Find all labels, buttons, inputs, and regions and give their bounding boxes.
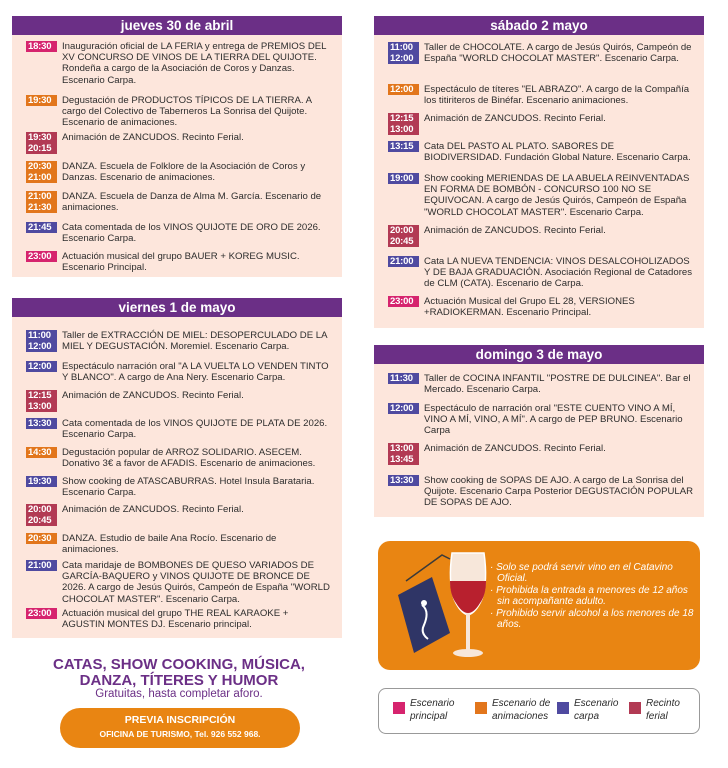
legend-swatch <box>475 702 487 714</box>
event-row <box>388 141 694 163</box>
event-times <box>26 447 57 458</box>
event-description: Show cooking de SOPAS DE AJO. A cargo de La Sonrisa del Quijote. Escenario Carpa Posterior DEGUSTACIÓN POPULAR DE SOPAS DE AJO. <box>424 475 694 509</box>
event-row <box>26 608 332 630</box>
event-time: 12:00 <box>388 403 419 414</box>
event-row <box>26 533 332 555</box>
event-time: 19:30 <box>26 476 57 487</box>
event-time: 12:00 <box>26 341 57 352</box>
event-description: DANZA. Escuela de Danza de Alma M. García. Escenario de animaciones. <box>62 191 322 214</box>
event-time: 21:00 <box>26 560 57 571</box>
event-row <box>26 251 332 273</box>
wine-glass-icon <box>384 541 504 670</box>
event-times <box>26 132 57 154</box>
event-description: Espectáculo de títeres "EL ABRAZO". A cargo de la Compañía los titiriteros de Binéfar. Escenario animaciones. <box>424 84 690 107</box>
day-panel-viernes <box>12 298 342 638</box>
event-description: Taller de COCINA INFANTIL "POSTRE DE DULCINEA". Bar el Mercado. Escenario Carpa. <box>424 373 691 396</box>
event-description: Animación de ZANCUDOS. Recinto Ferial. <box>62 504 244 515</box>
event-time: 20:15 <box>26 143 57 154</box>
event-description: Animación de ZANCUDOS. Recinto Ferial. <box>62 390 244 401</box>
event-row <box>26 447 332 469</box>
event-row <box>26 132 332 154</box>
event-times <box>26 330 57 352</box>
wine-notes <box>490 563 695 632</box>
promo-title-line1: CATAS, SHOW COOKING, MÚSICA, <box>53 656 305 673</box>
event-row <box>26 191 332 213</box>
promo-subtitle: Gratuitas, hasta completar aforo. <box>95 688 263 700</box>
registration-info: OFICINA DE TURISMO, Tel. 926 552 968. <box>99 729 261 739</box>
event-time: 13:30 <box>26 418 57 429</box>
event-time: 12:15 <box>26 390 57 401</box>
event-description: Degustación popular de ARROZ SOLIDARIO. ASECEM. Donativo 3€ a favor de AFADIS. Escenario de animaciones. <box>62 447 316 470</box>
event-times <box>388 296 419 307</box>
event-description: Cata comentada de los VINOS QUIJOTE DE ORO DE 2026. Escenario Carpa. <box>62 222 321 245</box>
event-time: 13:00 <box>388 124 419 135</box>
event-times <box>26 191 57 213</box>
event-description: Cata comentada de los VINOS QUIJOTE DE PLATA DE 2026. Escenario Carpa. <box>62 418 328 441</box>
event-time: 13:00 <box>388 443 419 454</box>
day-panel-domingo <box>374 345 704 517</box>
wine-note: · Prohibido servir alcohol a los menores de 18 años. <box>490 608 694 630</box>
event-description: Actuación musical del grupo BAUER + KOREG MUSIC. Escenario Principal. <box>62 251 300 274</box>
legend-swatch <box>557 702 569 714</box>
event-time: 19:30 <box>26 95 57 106</box>
event-row <box>388 475 694 509</box>
event-times <box>388 403 419 414</box>
event-row <box>26 41 332 86</box>
wine-note: · Solo se podrá servir vino en el Catavino Oficial. <box>490 562 673 584</box>
event-time: 21:45 <box>26 222 57 233</box>
event-time: 21:00 <box>26 191 57 202</box>
event-times <box>26 41 57 52</box>
event-description: Espectáculo de narración oral "ESTE CUENTO VINO A MÍ, VINO A MÍ, VINO, A MÍ". A cargo de PEP BRUNO. Escenario Carpa <box>424 403 683 437</box>
event-description: Espectáculo narración oral "A LA VUELTA LO VENDEN TINTO Y BLANCO". A cargo de Ana Nery. Escenario Carpa. <box>62 361 329 384</box>
event-row <box>26 418 332 440</box>
event-description: Actuación Musical del Grupo EL 28, VERSIONES +RADIOKERMAN. Escenario Principal. <box>424 296 635 319</box>
event-time: 13:45 <box>388 454 419 465</box>
event-time: 21:00 <box>26 172 57 183</box>
event-row <box>26 330 332 352</box>
event-time: 12:00 <box>388 53 419 64</box>
legend-item-principal: Escenario principal <box>393 697 454 723</box>
event-times <box>26 476 57 487</box>
event-time: 19:00 <box>388 173 419 184</box>
event-times <box>388 373 419 384</box>
event-time: 18:30 <box>26 41 57 52</box>
event-times <box>388 42 419 64</box>
legend-item-animaciones: Escenario de animaciones <box>475 697 550 723</box>
event-times <box>26 251 57 262</box>
event-times <box>388 475 419 486</box>
legend-swatch <box>629 702 641 714</box>
event-time: 20:30 <box>26 161 57 172</box>
event-time: 11:30 <box>388 373 419 384</box>
event-description: Inauguración oficial de LA FERIA y entrega de PREMIOS DEL XV CONCURSO DE VINOS DE LA TIERRA DEL QUIJOTE. Rondeña a cargo de la Asociación de Coros y Danzas. Escenario Carpa. <box>62 41 327 86</box>
venue-legend <box>378 688 700 734</box>
event-times <box>388 141 419 152</box>
event-row <box>388 373 694 395</box>
event-row <box>388 403 694 437</box>
promo-title-line2: DANZA, TÍTERES Y HUMOR <box>79 671 279 689</box>
event-times <box>388 173 419 184</box>
event-time: 14:30 <box>26 447 57 458</box>
event-times <box>388 113 419 135</box>
event-row <box>26 390 332 412</box>
event-times <box>26 504 57 526</box>
event-times <box>26 608 57 619</box>
event-time: 13:30 <box>388 475 419 486</box>
event-times <box>388 256 419 267</box>
event-description: Animación de ZANCUDOS. Recinto Ferial. <box>424 113 606 124</box>
event-description: Animación de ZANCUDOS. Recinto Ferial. <box>424 225 606 236</box>
event-time: 20:00 <box>388 225 419 236</box>
event-time: 19:30 <box>26 132 57 143</box>
event-times <box>388 443 419 465</box>
event-description: Degustación de PRODUCTOS TÍPICOS DE LA TIERRA. A cargo del Colectivo de Taberneros La Sonrisa del Quijote. Escenario de animaciones. <box>62 95 312 129</box>
event-row <box>26 504 332 526</box>
event-row <box>388 84 694 106</box>
event-row <box>26 361 332 383</box>
event-description: Taller de CHOCOLATE. A cargo de Jesús Quirós, Campeón de España "WORLD CHOCOLAT MASTER". Escenario Carpa. <box>424 42 692 65</box>
event-time: 12:15 <box>388 113 419 124</box>
event-description: DANZA. Estudio de baile Ana Rocío. Escenario de animaciones. <box>62 533 277 556</box>
legend-item-ferial: Recinto ferial <box>629 697 680 723</box>
legend-item-carpa: Escenario carpa <box>557 697 618 723</box>
event-time: 11:00 <box>388 42 419 53</box>
day-title: jueves 30 de abril <box>12 16 342 35</box>
event-time: 12:00 <box>388 84 419 95</box>
event-time: 13:00 <box>26 401 57 412</box>
event-description: Cata DEL PASTO AL PLATO. SABORES DE BIODIVERSIDAD. Fundación Global Nature. Escenario Carpa. <box>424 141 691 164</box>
event-row <box>388 296 694 318</box>
event-row <box>388 42 694 64</box>
event-times <box>26 161 57 183</box>
event-time: 20:30 <box>26 533 57 544</box>
event-time: 20:45 <box>26 515 57 526</box>
event-time: 20:00 <box>26 504 57 515</box>
event-times <box>388 225 419 247</box>
event-description: DANZA. Escuela de Folklore de la Asociación de Coros y Danzas. Escenario de animaciones. <box>62 161 306 184</box>
day-panel-sabado <box>374 16 704 328</box>
event-description: Show cooking de ATASCABURRAS. Hotel Insula Barataria. Escenario Carpa. <box>62 476 315 499</box>
event-times <box>388 84 419 95</box>
event-times <box>26 533 57 544</box>
event-times <box>26 390 57 412</box>
event-time: 21:00 <box>388 256 419 267</box>
event-row <box>388 443 694 465</box>
event-description: Cata maridaje de BOMBONES DE QUESO VARIADOS DE GARCÍA-BAQUERO y VINOS QUIJOTE DE BRONCE DE 2026. A cargo de Jesús Quirós, Campeón de España "WORLD CHOCOLAT MASTER". Escenario Carpa. <box>62 560 330 605</box>
event-times <box>26 361 57 372</box>
promo-block <box>14 657 344 701</box>
event-description: Cata LA NUEVA TENDENCIA: VINOS DESALCOHOLIZADOS Y DE BAJA GRADUACIÓN. Asociación Regional de Catadores de CLM (CATA). Escenario de Carpa. <box>424 256 693 290</box>
event-description: Show cooking MERIENDAS DE LA ABUELA REINVENTADAS EN FORMA DE BOMBÓN - CONCURSO 100 NO SE EQUIVOCAN. A cargo de Jesús Quirós, Campeón de España "WORLD CHOCOLAT MASTER". Escenario Carpa. <box>424 173 690 218</box>
event-times <box>26 560 57 571</box>
day-title: domingo 3 de mayo <box>374 345 704 364</box>
event-row <box>26 560 332 605</box>
wine-note: · Prohibida la entrada a menores de 12 años sin acompañante adulto. <box>490 585 688 607</box>
event-row <box>26 161 332 183</box>
event-row <box>388 256 694 290</box>
event-row <box>26 95 332 129</box>
registration-title: PREVIA INSCRIPCIÓN <box>124 714 236 726</box>
event-time: 13:15 <box>388 141 419 152</box>
event-description: Taller de EXTRACCIÓN DE MIEL: DESOPERCULADO DE LA MIEL Y DEGUSTACIÓN. Moremiel. Escenario Carpa. <box>62 330 327 353</box>
event-description: Animación de ZANCUDOS. Recinto Ferial. <box>62 132 244 143</box>
event-row <box>388 113 694 135</box>
day-title: viernes 1 de mayo <box>12 298 342 317</box>
event-row <box>26 222 332 244</box>
event-times <box>26 222 57 233</box>
event-time: 23:00 <box>388 296 419 307</box>
event-time: 23:00 <box>26 608 57 619</box>
event-description: Animación de ZANCUDOS. Recinto Ferial. <box>424 443 606 454</box>
event-time: 12:00 <box>26 361 57 372</box>
legend-swatch <box>393 702 405 714</box>
event-time: 11:00 <box>26 330 57 341</box>
event-time: 21:30 <box>26 202 57 213</box>
event-time: 20:45 <box>388 236 419 247</box>
event-times <box>26 95 57 106</box>
registration-box <box>60 708 300 748</box>
event-row <box>388 173 694 218</box>
day-title: sábado 2 mayo <box>374 16 704 35</box>
event-times <box>26 418 57 429</box>
event-row <box>26 476 332 498</box>
event-description: Actuación musical del grupo THE REAL KARAOKE + AGUSTIN MONTES DJ. Escenario principal. <box>62 608 289 631</box>
event-row <box>388 225 694 247</box>
day-panel-jueves <box>12 16 342 277</box>
event-time: 23:00 <box>26 251 57 262</box>
